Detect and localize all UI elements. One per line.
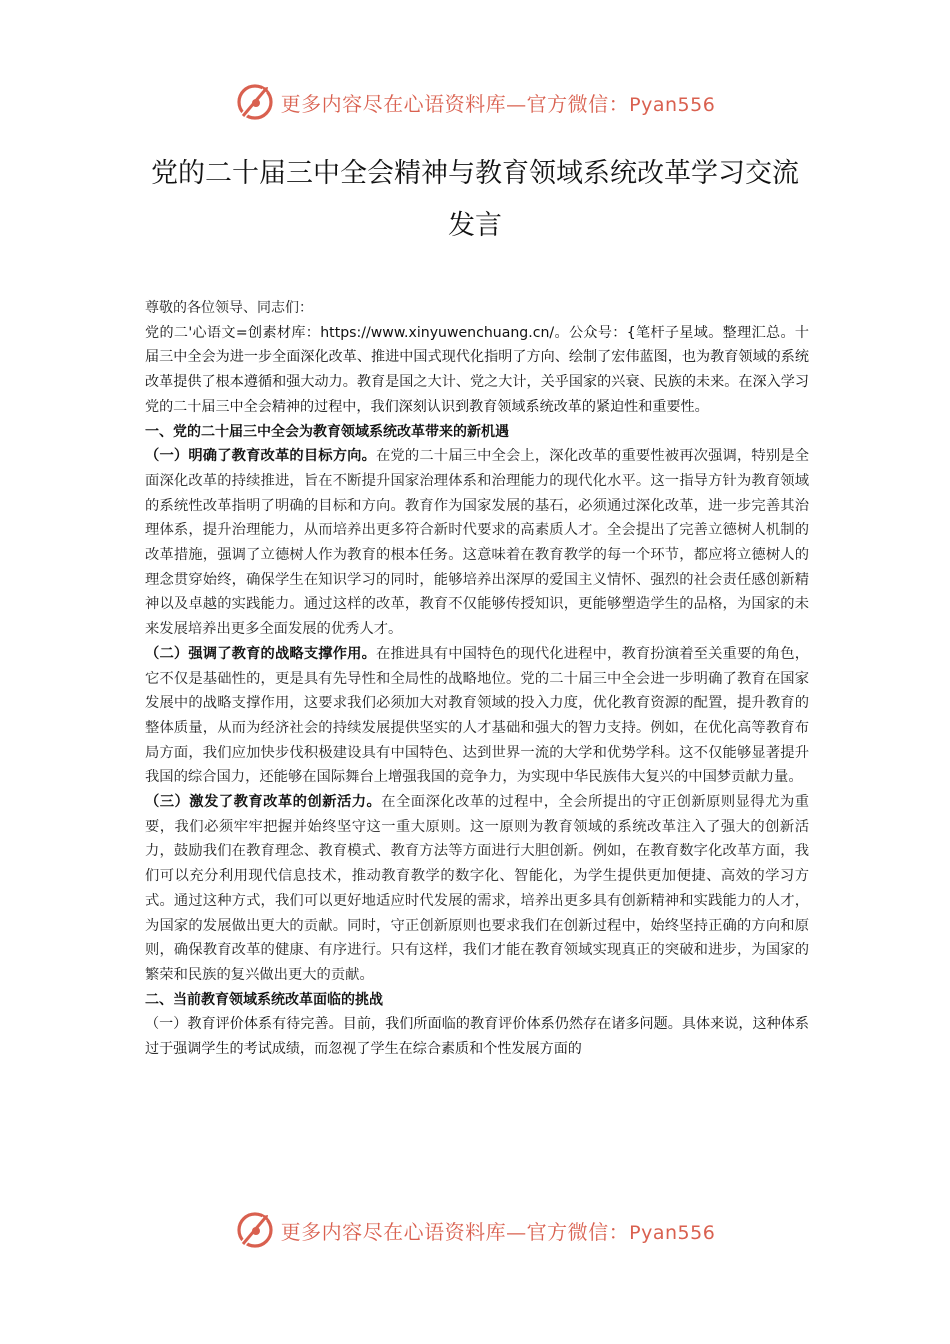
document-title: 党的二十届三中全会精神与教育领域系统改革学习交流发言: [151, 158, 799, 241]
watermark-banner-bottom: [0, 1208, 950, 1252]
section-2-paragraph-1: （一）教育评价体系有待完善。目前，我们所面临的教育评价体系仍然存在诸多问题。具体来说，这种体系过于强调学生的考试成绩，而忽视了学生在综合素质和个性发展方面的: [145, 1016, 809, 1058]
section-1-paragraph-2: （二）强调了教育的战略支撑作用。在推进具有中国特色的现代化进程中，教育扮演着至关重要的角色，它不仅是基础性的，更是具有先导性和全局性的战略地位。党的二十届三中全会进一步明确了教育在国家发展中的战略支撑作用，这要求我们必须加大对教育领域的投入力度，优化教育资源的配置，提升教育的整体质量，从而为经济社会的持续发展提供坚实的人才基础和强大的智力支持。例如，在优化高等教育布局方面，我们应加快步伐积极建设具有中国特色、达到世界一流的大学和优势学科。这不仅能够显著提升我国的综合国力，还能够在国际舞台上增强我国的竞争力，为实现中华民族伟大复兴的中国梦贡献力量。: [145, 645, 810, 786]
watermark-banner-top: [0, 80, 950, 124]
pen-logo-icon: [235, 82, 275, 122]
greeting: 尊敬的各位领导、同志们：: [145, 300, 313, 316]
intro-paragraph: 党的二'心语文=创素材库：https://www.xinyuwenchuang.cn/。公众号：{笔杆子星域。整理汇总。十届三中全会为进一步全面深化改革、推进中国式现代化指明了方向、绘制了宏伟蓝图，也为教育领域的系统改革提供了根本遵循和强大动力。教育是国之大计、党之大计，关乎国家的兴衰、民族的未来。在深入学习党的二十届三中全会精神的过程中，我们深刻认识到教育领域系统改革的紧迫性和重要性。: [145, 324, 809, 415]
section-1-paragraph-3: （三）激发了教育改革的创新活力。在全面深化改革的过程中，全会所提出的守正创新原则显得尤为重要，我们必须牢牢把握并始终坚守这一重大原则。这一原则为教育领域的系统改革注入了强大的创新活力，鼓励我们在教育理念、教育模式、教育方法等方面进行大胆创新。例如，在教育数字化改革方面，我们可以充分利用现代信息技术，推动教育教学的数字化、智能化，为学生提供更加便捷、高效的学习方式。通过这种方式，我们可以更好地适应时代发展的需求，培养出更多具有创新精神和实践能力的人才，为国家的发展做出更大的贡献。同时，守正创新原则也要求我们在创新过程中，始终坚持正确的方向和原则，确保教育改革的健康、有序进行。只有这样，我们才能在教育领域实现真正的突破和进步，为国家的繁荣和民族的复兴做出更大的贡献。: [145, 794, 810, 983]
section-2-heading: 二、当前教育领域系统改革面临的挑战: [145, 991, 383, 1008]
section-1-paragraph-1: （一）明确了教育改革的目标方向。在党的二十届三中全会上，深化改革的重要性被再次强调，特别是全面深化改革的持续推进，旨在不断提升国家治理体系和治理能力的现代化水平。这一指导方针为教育领域的系统性改革指明了明确的目标和方向。教育作为国家发展的基石，必须通过深化改革，进一步完善其治理体系，提升治理能力，从而培养出更多符合新时代要求的高素质人才。全会提出了完善立德树人机制的改革措施，强调了立德树人作为教育的根本任务。这意味着在教育教学的每一个环节，都应将立德树人的理念贯穿始终，确保学生在知识学习的同时，能够培养出深厚的爱国主义情怀、强烈的社会责任感创新精神以及卓越的实践能力。通过这样的改革，教育不仅能够传授知识，更能够塑造学生的品格，为国家的未来发展培养出更多全面发展的优秀人才。: [145, 448, 810, 638]
watermark-text: 更多内容尽在心语资料库—官方微信：Pyan556: [280, 91, 716, 116]
watermark-text: 更多内容尽在心语资料库—官方微信：Pyan556: [280, 1219, 716, 1244]
document-body: [145, 296, 809, 1062]
pen-logo-icon: [235, 1210, 275, 1250]
section-1-heading: 一、党的二十届三中全会为教育领域系统改革带来的新机遇: [145, 423, 509, 440]
